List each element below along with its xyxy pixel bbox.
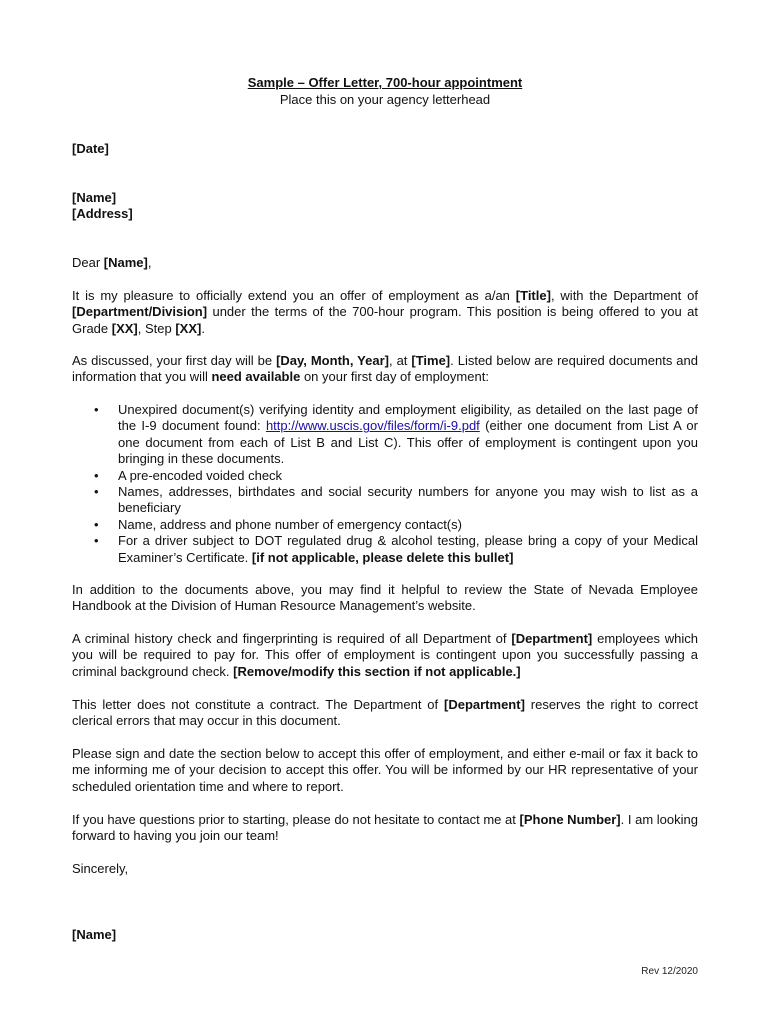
- text: employees which you will be required to pay for. This offer of employment is contingent upon you successfully passing a criminal background check.: [72, 631, 699, 679]
- list-item: [72, 468, 698, 484]
- day-placeholder: [Day, Month, Year]: [276, 353, 389, 368]
- list-item: [72, 517, 698, 533]
- paragraph-first-day: [72, 353, 698, 386]
- phone-placeholder: [Phone Number]: [519, 812, 621, 827]
- i9-form-link[interactable]: http://www.uscis.gov/files/form/i-9.pdf: [265, 418, 480, 434]
- salutation-name: [Name]: [103, 255, 148, 270]
- department-placeholder: [Department]: [511, 631, 593, 646]
- text: .: [201, 320, 205, 336]
- recipient-name: [Name]: [72, 190, 117, 205]
- text: This letter does not constitute a contract. The Department of: [72, 697, 444, 712]
- text: Names, addresses, birthdates and social security numbers for anyone you may wish to list as a beneficiary: [118, 484, 698, 516]
- department-placeholder: [Department/Division]: [72, 304, 208, 320]
- required-documents-list: [72, 402, 698, 566]
- text: (either one document from List A or one document from each of List B and List C). This offer of employment is contingent upon you bringing in these documents.: [118, 418, 698, 467]
- step-placeholder: [XX]: [175, 320, 202, 336]
- text: If you have questions prior to starting, please do not hesitate to contact me at: [72, 812, 520, 827]
- recipient-address: [Address]: [72, 206, 133, 221]
- list-item: [72, 402, 698, 468]
- remove-section-note: [Remove/modify this section if not applicable.]: [233, 663, 521, 679]
- salutation-suffix: ,: [147, 255, 152, 270]
- paragraph-background-check: [72, 631, 698, 680]
- paragraph-offer: [72, 288, 698, 337]
- salutation-prefix: Dear: [72, 255, 104, 270]
- need-available-text: need available: [211, 369, 301, 385]
- paragraph-sign: Please sign and date the section below to accept this offer of employment, and either e-mail or fax it back to me informing me of your decision to accept this offer. You will be informed by our HR representative of your scheduled orientation time and where to report.: [72, 746, 698, 794]
- bullet-icon: •: [94, 467, 99, 483]
- paragraph-handbook: In addition to the documents above, you may find it helpful to review the State of Nevada Employee Handbook at the Division of Human Resource Management’s website.: [72, 582, 698, 614]
- text: reserves the right to correct clerical errors that may occur in this document.: [72, 697, 698, 729]
- text: on your first day of employment:: [300, 369, 489, 385]
- text: . Listed below are required documents and information that you will: [72, 353, 698, 385]
- text: , with the Department of: [550, 288, 698, 303]
- closing: Sincerely,: [72, 861, 129, 876]
- text: under the terms of the 700-hour program. This position is being offered to you at Grade: [72, 304, 698, 336]
- salutation: [72, 255, 698, 271]
- list-item: [72, 533, 698, 566]
- text: A criminal history check and fingerprinting is required of all Department of: [72, 631, 512, 646]
- text: . I am looking forward to having you join our team!: [72, 812, 698, 844]
- text: For a driver subject to DOT regulated drug & alcohol testing, please bring a copy of your Medical Examiner’s Certificate.: [118, 533, 698, 565]
- title-placeholder: [Title]: [515, 288, 551, 303]
- bullet-icon: •: [94, 533, 99, 549]
- page-title: Sample – Offer Letter, 700-hour appointment: [247, 75, 523, 90]
- paragraph-contract: [72, 697, 698, 730]
- time-placeholder: [Time]: [411, 353, 451, 368]
- text: , Step: [137, 320, 176, 336]
- delete-bullet-note: [if not applicable, please delete this bullet]: [251, 549, 514, 565]
- text: Unexpired document(s) verifying identity and employment eligibility, as detailed on the last page of the I-9 document found:: [118, 402, 698, 434]
- signature-name: [Name]: [72, 927, 117, 942]
- text: A pre-encoded voided check: [118, 467, 283, 483]
- bullet-icon: •: [94, 402, 99, 417]
- grade-placeholder: [XX]: [111, 320, 138, 336]
- list-item: [72, 484, 698, 517]
- department-placeholder: [Department]: [444, 697, 525, 712]
- revision-label: Rev 12/2020: [641, 966, 698, 977]
- bullet-icon: •: [94, 484, 99, 500]
- bullet-icon: •: [94, 516, 99, 532]
- text: It is my pleasure to officially extend you an offer of employment as a/an: [72, 288, 516, 303]
- page-subtitle: Place this on your agency letterhead: [279, 92, 491, 107]
- text: Name, address and phone number of emergency contact(s): [118, 516, 462, 532]
- text: As discussed, your first day will be: [72, 353, 277, 368]
- date-placeholder: [Date]: [72, 141, 109, 156]
- paragraph-contact: [72, 812, 698, 845]
- text: , at: [388, 353, 412, 368]
